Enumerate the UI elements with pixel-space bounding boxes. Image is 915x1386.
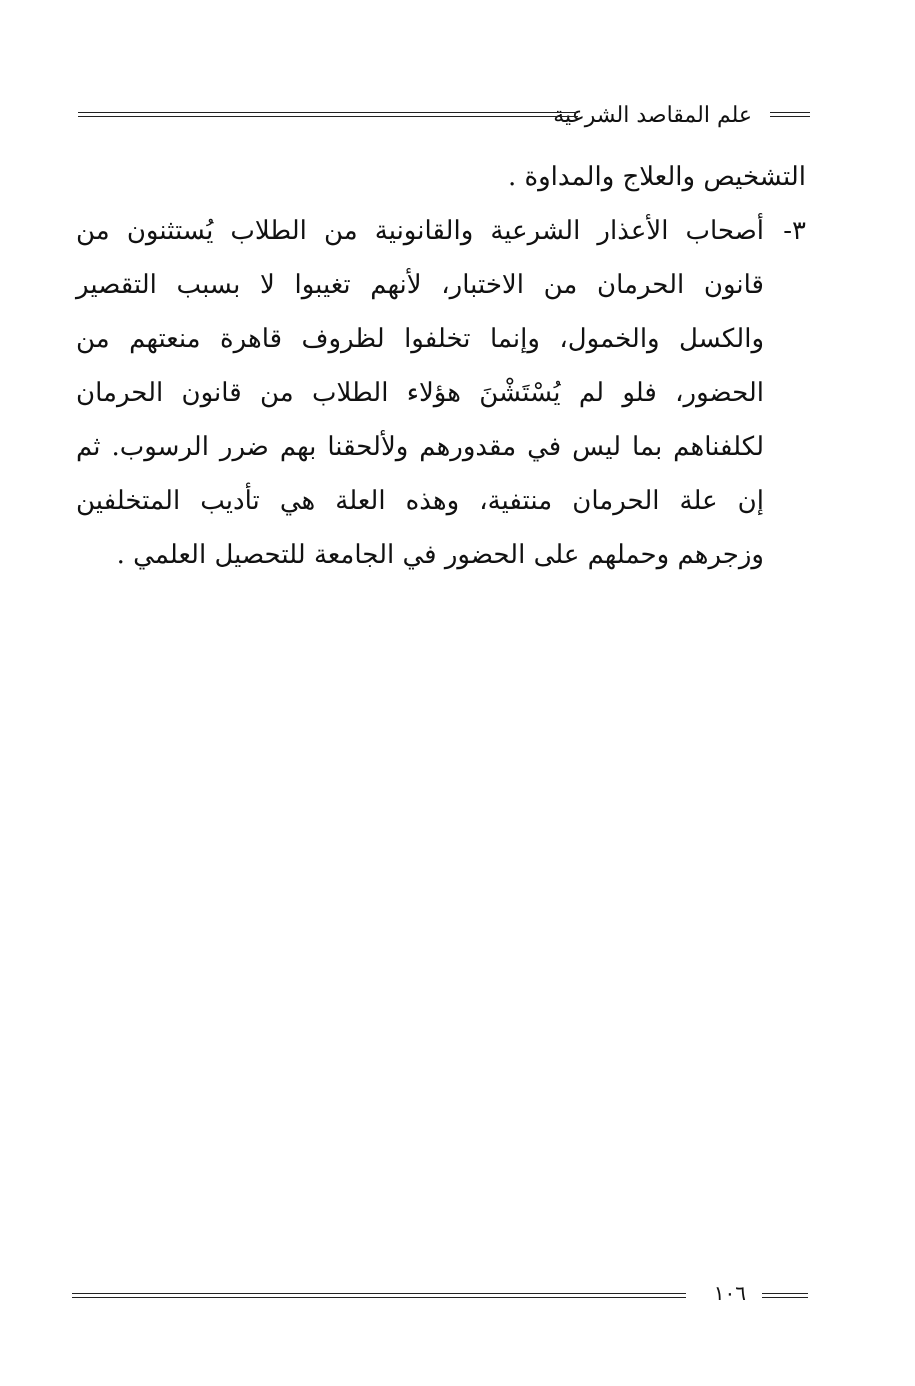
footer-rule-long (72, 1293, 686, 1298)
header-rule-long (78, 112, 578, 117)
list-item-3 (76, 204, 806, 582)
list-item-text: أصحاب الأعذار الشرعية والقانونية من الطلاب يُستثنون من قانون الحرمان من الاختبار، لأنهم تغيبوا لا بسبب التقصير والكسل والخمول، وإنما تخلفوا لظروف قاهرة منعتهم من الحضور، فلو لم يُسْتَشْنَ هؤلاء الطلاب من قانون الحرمان لكلفناهم بما ليس في مقدورهم ولألحقنا بهم ضرر الرسوب. ثم إن علة الحرمان منتفية، وهذه العلة هي تأديب المتخلفين وزجرهم وحملهم على الحضور في الجامعة للتحصيل العلمي . (76, 216, 764, 570)
page-footer (72, 1281, 808, 1311)
continuation-paragraph: التشخيص والعلاج والمداوة . (507, 162, 806, 192)
list-item-number: ٣- (783, 216, 806, 246)
page-number: ١٠٦ (713, 1281, 746, 1305)
body-text (76, 150, 806, 582)
header-rule-short (770, 112, 810, 117)
running-title: علم المقاصد الشرعية (545, 98, 760, 134)
footer-rule-short (762, 1293, 808, 1298)
running-header (78, 98, 810, 134)
